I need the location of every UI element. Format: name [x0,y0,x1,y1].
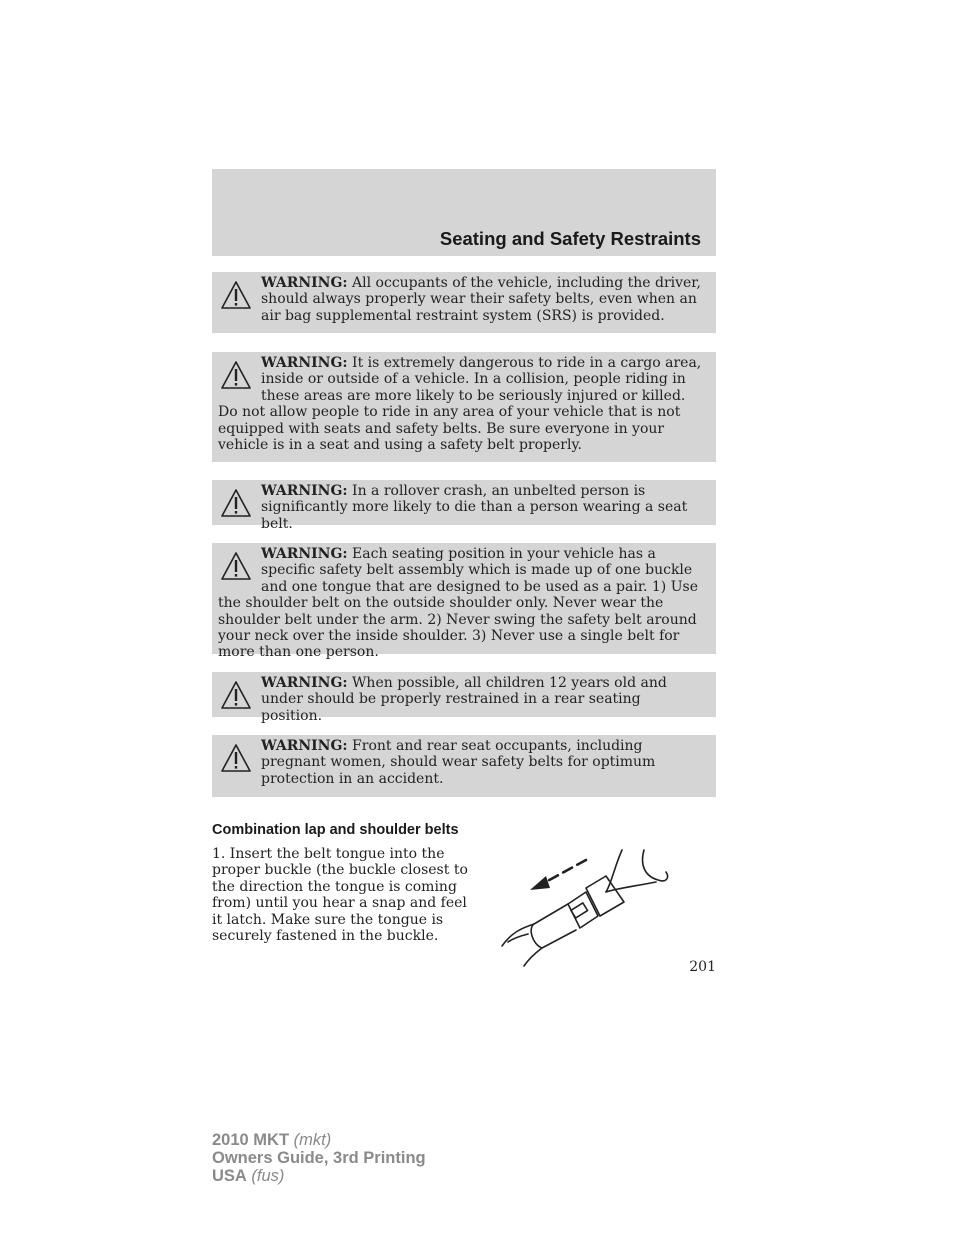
warning-triangle-icon [220,551,252,581]
warning-text: When possible, all children 12 years old and under should be properly restrained in a rear seating position. [261,675,667,724]
warning-box-4 [212,543,716,661]
footer-market-code: (fus) [246,1167,285,1185]
warning-box-6 [212,735,716,797]
page-title: Seating and Safety Restraints [439,228,701,249]
warning-triangle-icon [220,280,252,310]
warning-box-1 [212,272,716,333]
warning-text: All occupants of the vehicle, including the driver, should always properly wear their safety belts, even when an air bag supplemental restraint system (SRS) is provided. [261,275,701,324]
warning-text: Front and rear seat occupants, including pregnant women, should wear safety belts for optimum protection in an accident. [261,738,656,787]
warning-label: WARNING: [261,483,348,499]
footer-model: 2010 MKT [212,1131,290,1149]
seat-belt-buckle-illustration [494,846,674,968]
warning-label: WARNING: [261,355,348,371]
warning-text: It is extremely dangerous to ride in a cargo area, inside or outside of a vehicle. In a collision, people riding in these areas are more likely to be seriously injured or killed. Do not allow people to ride in any area of your vehicle that is not equipped with seats and safety belts. Be sure everyone in your vehicle is in a seat and using a safety belt properly. [218,355,702,454]
warning-triangle-icon [220,743,252,773]
warning-triangle-icon [220,680,252,710]
footer-line-1 [212,1131,426,1149]
footer-line-2: Owners Guide, 3rd Printing [212,1149,426,1167]
warning-label: WARNING: [261,275,348,291]
warning-text: Each seating position in your vehicle has a specific safety belt assembly which is made up of one buckle and one tongue that are designed to be used as a pair. 1) Use the shoulder belt on the outside shoulder only. Never wear the shoulder belt under the arm. 2) Never swing the safety belt around your neck over the inside shoulder. 3) Never use a single belt for more than one person. [218,546,698,661]
instruction-paragraph: 1. Insert the belt tongue into the proper buckle (the buckle closest to the direction the tongue is coming from) until you hear a snap and feel it latch. Make sure the tongue is securely fastened in the buckle. [212,846,468,945]
warning-triangle-icon [220,488,252,518]
warning-label: WARNING: [261,738,348,754]
warning-box-2 [212,352,716,462]
section-heading: Combination lap and shoulder belts [212,822,459,838]
warning-label: WARNING: [261,546,348,562]
warning-box-3 [212,480,716,532]
warning-box-5 [212,672,716,724]
footer-model-code: (mkt) [289,1131,332,1149]
footer-line-3 [212,1167,426,1185]
footer [212,1131,426,1185]
warning-label: WARNING: [261,675,348,691]
page-number: 201 [689,959,716,975]
footer-market: USA [212,1167,247,1185]
warning-text: In a rollover crash, an unbelted person is significantly more likely to die than a person wearing a seat belt. [261,483,688,532]
header-band [212,169,716,256]
warning-triangle-icon [220,360,252,390]
